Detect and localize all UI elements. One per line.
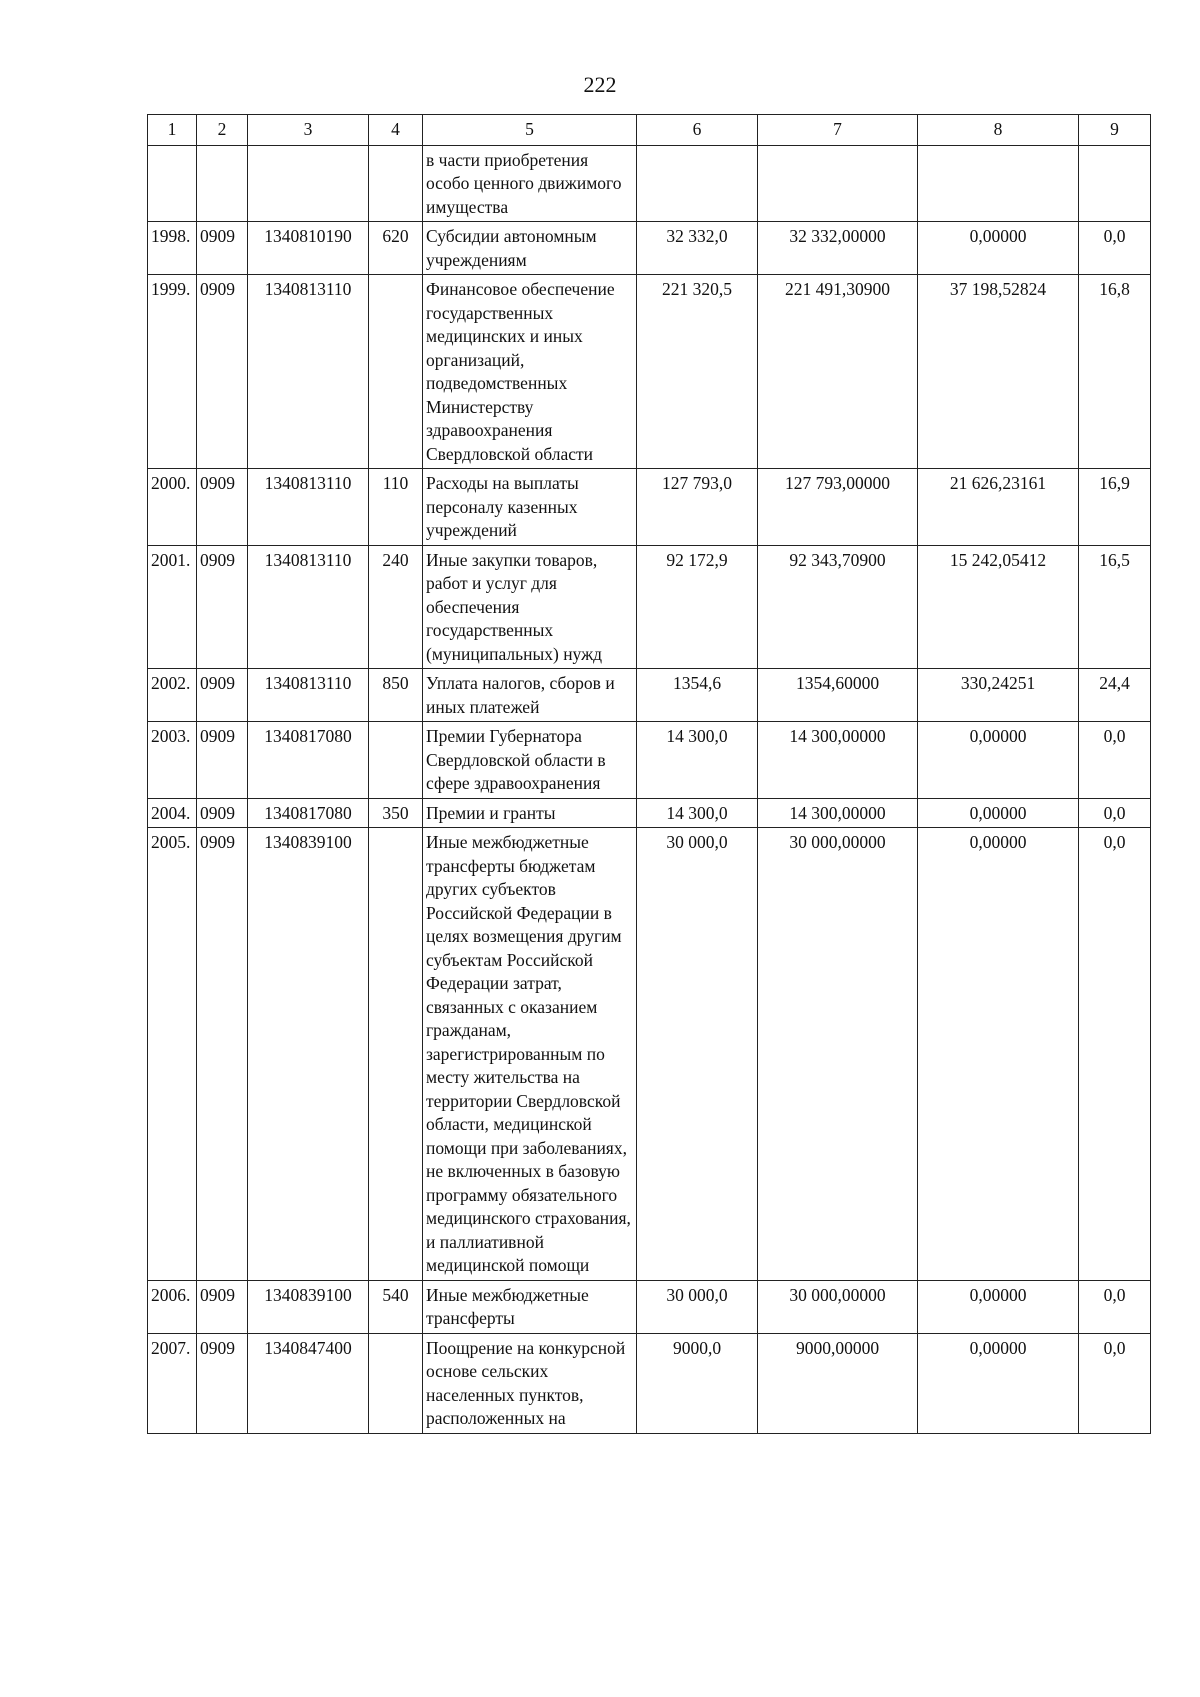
plan-amount: 9000,0 <box>637 1333 758 1433</box>
row-number <box>148 145 197 222</box>
executed-amount: 21 626,23161 <box>918 469 1079 546</box>
header-col-9: 9 <box>1079 115 1151 146</box>
header-col-2: 2 <box>197 115 248 146</box>
plan-amount: 14 300,0 <box>637 798 758 828</box>
expense-name: Премии и гранты <box>423 798 637 828</box>
refined-amount: 127 793,00000 <box>758 469 918 546</box>
header-col-8: 8 <box>918 115 1079 146</box>
row-number: 2004. <box>148 798 197 828</box>
expense-name: Иные межбюджетные трансферты бюджетам других субъектов Российской Федерации в целях возмещения другим субъектам Российской Федерации затрат, связанных с оказанием гражданам, зарегистрированным по месту жительства на территории Свердловской области, медицинской помощи при заболеваниях, не включенных в базовую программу обязательного медицинского страхования, и паллиативной медицинской помощи <box>423 828 637 1281</box>
expense-name: Премии Губернатора Свердловской области в сфере здравоохранения <box>423 722 637 799</box>
expense-type-code <box>369 828 423 1281</box>
expense-type-code: 850 <box>369 669 423 722</box>
expense-name: Иные закупки товаров, работ и услуг для обеспечения государственных (муниципальных) нужд <box>423 545 637 669</box>
expense-type-code <box>369 275 423 469</box>
executed-amount: 0,00000 <box>918 1333 1079 1433</box>
table-row <box>148 722 1151 799</box>
plan-amount: 92 172,9 <box>637 545 758 669</box>
plan-amount: 127 793,0 <box>637 469 758 546</box>
executed-amount: 0,00000 <box>918 798 1079 828</box>
table-row <box>148 469 1151 546</box>
refined-amount: 30 000,00000 <box>758 1280 918 1333</box>
execution-percent: 24,4 <box>1079 669 1151 722</box>
target-code: 1340839100 <box>248 828 369 1281</box>
expense-type-code <box>369 1333 423 1433</box>
execution-percent: 0,0 <box>1079 798 1151 828</box>
target-code: 1340839100 <box>248 1280 369 1333</box>
header-col-4: 4 <box>369 115 423 146</box>
refined-amount: 92 343,70900 <box>758 545 918 669</box>
section-code: 0909 <box>197 545 248 669</box>
executed-amount: 0,00000 <box>918 1280 1079 1333</box>
page-number: 222 <box>583 72 617 97</box>
header-col-7: 7 <box>758 115 918 146</box>
execution-percent: 0,0 <box>1079 222 1151 275</box>
row-number: 2002. <box>148 669 197 722</box>
expense-name: Финансовое обеспечение государственных медицинских и иных организаций, подведомственных Министерству здравоохранения Свердловской области <box>423 275 637 469</box>
execution-percent: 16,8 <box>1079 275 1151 469</box>
table-row <box>148 545 1151 669</box>
plan-amount: 32 332,0 <box>637 222 758 275</box>
refined-amount: 9000,00000 <box>758 1333 918 1433</box>
refined-amount <box>758 145 918 222</box>
execution-percent: 0,0 <box>1079 1280 1151 1333</box>
execution-percent: 0,0 <box>1079 722 1151 799</box>
execution-percent <box>1079 145 1151 222</box>
refined-amount: 14 300,00000 <box>758 722 918 799</box>
target-code: 1340813110 <box>248 469 369 546</box>
expense-type-code <box>369 145 423 222</box>
executed-amount: 37 198,52824 <box>918 275 1079 469</box>
section-code <box>197 145 248 222</box>
section-code: 0909 <box>197 828 248 1281</box>
table-row <box>148 1333 1151 1433</box>
table-row <box>148 828 1151 1281</box>
row-number: 2000. <box>148 469 197 546</box>
row-number: 2005. <box>148 828 197 1281</box>
expense-name: Поощрение на конкурсной основе сельских населенных пунктов, расположенных на <box>423 1333 637 1433</box>
expense-type-code: 110 <box>369 469 423 546</box>
row-number: 1998. <box>148 222 197 275</box>
section-code: 0909 <box>197 669 248 722</box>
table-row <box>148 798 1151 828</box>
expense-name: Субсидии автономным учреждениям <box>423 222 637 275</box>
table-row <box>148 275 1151 469</box>
table-row <box>148 669 1151 722</box>
section-code: 0909 <box>197 798 248 828</box>
plan-amount: 1354,6 <box>637 669 758 722</box>
expense-type-code: 240 <box>369 545 423 669</box>
section-code: 0909 <box>197 1333 248 1433</box>
plan-amount <box>637 145 758 222</box>
execution-percent: 16,9 <box>1079 469 1151 546</box>
header-col-3: 3 <box>248 115 369 146</box>
refined-amount: 221 491,30900 <box>758 275 918 469</box>
row-number: 2007. <box>148 1333 197 1433</box>
table-row <box>148 222 1151 275</box>
section-code: 0909 <box>197 222 248 275</box>
expense-name: Расходы на выплаты персоналу казенных учреждений <box>423 469 637 546</box>
table-header-row <box>148 115 1151 146</box>
expense-name: в части приобретения особо ценного движимого имущества <box>423 145 637 222</box>
expense-type-code: 350 <box>369 798 423 828</box>
budget-table <box>147 114 1151 1434</box>
target-code: 1340847400 <box>248 1333 369 1433</box>
header-col-1: 1 <box>148 115 197 146</box>
refined-amount: 14 300,00000 <box>758 798 918 828</box>
header-col-5: 5 <box>423 115 637 146</box>
row-number: 2001. <box>148 545 197 669</box>
target-code <box>248 145 369 222</box>
target-code: 1340817080 <box>248 722 369 799</box>
expense-type-code <box>369 722 423 799</box>
execution-percent: 0,0 <box>1079 828 1151 1281</box>
section-code: 0909 <box>197 1280 248 1333</box>
plan-amount: 221 320,5 <box>637 275 758 469</box>
target-code: 1340813110 <box>248 545 369 669</box>
row-number: 1999. <box>148 275 197 469</box>
execution-percent: 16,5 <box>1079 545 1151 669</box>
execution-percent: 0,0 <box>1079 1333 1151 1433</box>
plan-amount: 30 000,0 <box>637 1280 758 1333</box>
table-row <box>148 145 1151 222</box>
row-number: 2006. <box>148 1280 197 1333</box>
executed-amount: 330,24251 <box>918 669 1079 722</box>
plan-amount: 14 300,0 <box>637 722 758 799</box>
table-row <box>148 1280 1151 1333</box>
executed-amount: 0,00000 <box>918 222 1079 275</box>
row-number: 2003. <box>148 722 197 799</box>
plan-amount: 30 000,0 <box>637 828 758 1281</box>
target-code: 1340813110 <box>248 275 369 469</box>
expense-name: Уплата налогов, сборов и иных платежей <box>423 669 637 722</box>
section-code: 0909 <box>197 722 248 799</box>
expense-type-code: 540 <box>369 1280 423 1333</box>
expense-name: Иные межбюджетные трансферты <box>423 1280 637 1333</box>
target-code: 1340813110 <box>248 669 369 722</box>
executed-amount <box>918 145 1079 222</box>
executed-amount: 15 242,05412 <box>918 545 1079 669</box>
section-code: 0909 <box>197 469 248 546</box>
target-code: 1340810190 <box>248 222 369 275</box>
header-col-6: 6 <box>637 115 758 146</box>
refined-amount: 1354,60000 <box>758 669 918 722</box>
expense-type-code: 620 <box>369 222 423 275</box>
refined-amount: 32 332,00000 <box>758 222 918 275</box>
refined-amount: 30 000,00000 <box>758 828 918 1281</box>
section-code: 0909 <box>197 275 248 469</box>
executed-amount: 0,00000 <box>918 828 1079 1281</box>
executed-amount: 0,00000 <box>918 722 1079 799</box>
target-code: 1340817080 <box>248 798 369 828</box>
